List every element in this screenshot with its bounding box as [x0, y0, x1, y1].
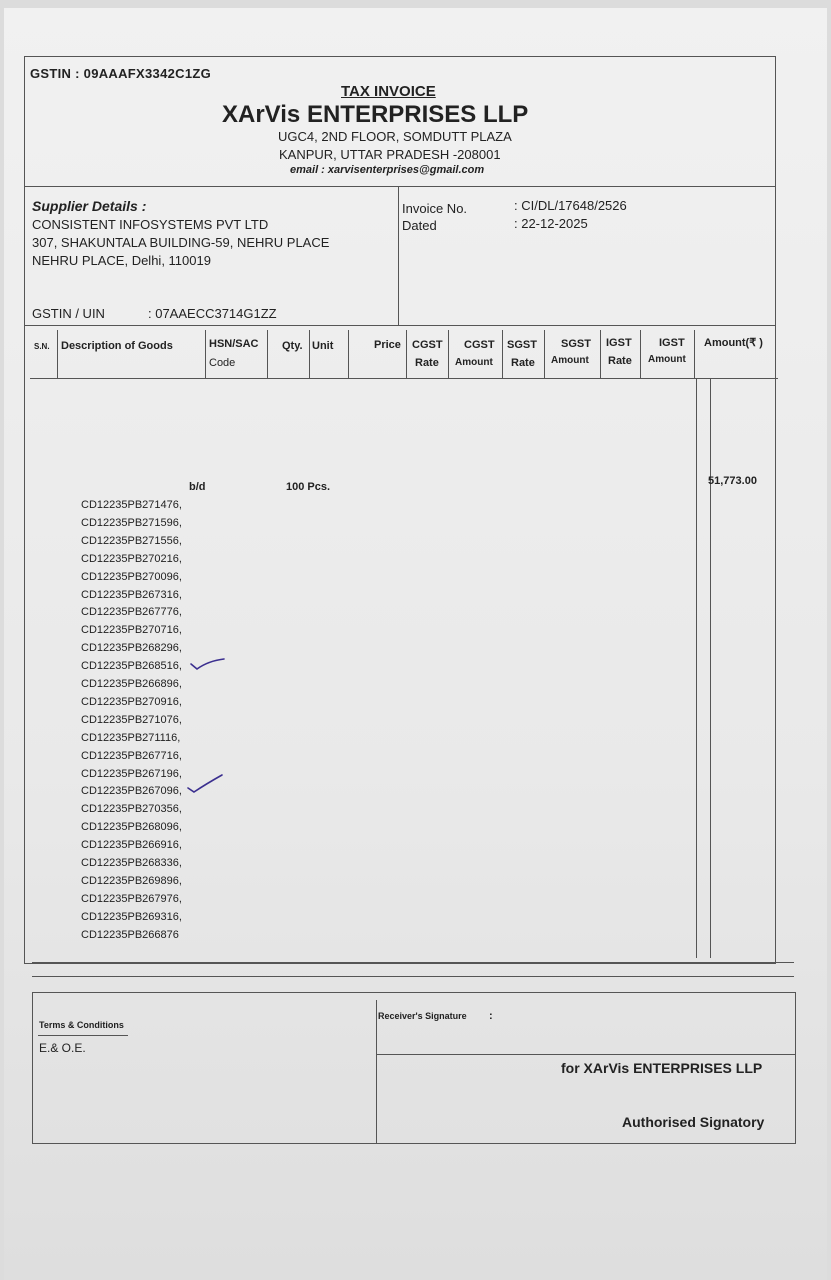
col-cgst-rate-1: CGST	[412, 339, 443, 351]
serial-number-item: CD12235PB268296,	[81, 642, 182, 655]
receiver-divider	[376, 1054, 796, 1055]
col-sn: S.N.	[34, 342, 50, 351]
serial-number-item: CD12235PB267316,	[81, 588, 182, 601]
col-div-qty	[309, 330, 310, 378]
col-igst-amt-1: IGST	[659, 337, 685, 349]
serial-number-item: CD12235PB269316,	[81, 910, 182, 923]
serial-number-item: CD12235PB268096,	[81, 821, 182, 834]
col-cgst-amt-1: CGST	[464, 339, 495, 351]
col-div-sn	[57, 330, 58, 378]
serial-number-item: CD12235PB266876	[81, 928, 179, 941]
serial-number-item: CD12235PB267096,	[81, 785, 182, 798]
serial-number-item: CD12235PB267776,	[81, 606, 182, 619]
receiver-signature-colon: :	[489, 1010, 493, 1022]
col-sgst-rate-1: SGST	[507, 339, 537, 351]
invoice-date-value: : 22-12-2025	[514, 216, 588, 231]
invoice-no-value: : CI/DL/17648/2526	[514, 198, 627, 213]
serial-number-item: CD12235PB269896,	[81, 874, 182, 887]
col-div-hsn	[267, 330, 268, 378]
serial-number-item: CD12235PB271596,	[81, 516, 182, 529]
col-hsn-2: Code	[209, 357, 236, 369]
col-div-unit	[348, 330, 349, 378]
terms-label: Terms & Conditions	[39, 1020, 124, 1030]
col-description: Description of Goods	[61, 340, 173, 352]
line-amount: 51,773.00	[708, 475, 757, 487]
col-cgst-rate-2: Rate	[415, 357, 439, 369]
supplier-address-1: 307, SHAKUNTALA BUILDING-59, NEHRU PLACE	[32, 235, 330, 250]
line-quantity: 100 Pcs.	[286, 481, 331, 493]
company-gstin: GSTIN : 09AAAFX3342C1ZG	[30, 66, 212, 81]
terms-underline	[38, 1035, 128, 1036]
gstin-row-divider	[24, 325, 776, 326]
footer-divider	[376, 1000, 377, 1144]
serial-number-item: CD12235PB268336,	[81, 857, 182, 869]
col-sgst-amt-2: Amount	[551, 355, 589, 366]
terms-value: E.& O.E.	[39, 1041, 86, 1055]
for-company: for XArVis ENTERPRISES LLP	[561, 1060, 763, 1076]
serial-number-item: CD12235PB270216,	[81, 552, 182, 565]
col-hsn-1: HSN/SAC	[209, 338, 259, 350]
col-div-sgst-rate	[544, 330, 545, 378]
supplier-heading: Supplier Details :	[32, 198, 147, 214]
invoice-no-label: Invoice No.	[402, 201, 468, 216]
col-igst-rate-2: Rate	[608, 355, 632, 367]
col-div-cgst-amt	[502, 330, 503, 378]
serial-number-item: CD12235PB270356,	[81, 803, 182, 816]
amount-column-right	[710, 378, 711, 958]
col-div-cgst-rate	[448, 330, 449, 378]
company-address-2: KANPUR, UTTAR PRADESH -208001	[279, 147, 501, 162]
amount-column-divider	[696, 378, 697, 958]
company-email: email : xarvisenterprises@gmail.com	[290, 164, 485, 176]
col-sgst-amt-1: SGST	[561, 338, 591, 350]
supplier-gstin-label: GSTIN / UIN	[32, 306, 105, 321]
col-div-igst-rate	[640, 330, 641, 378]
col-div-sgst-amt	[600, 330, 601, 378]
col-qty: Qty.	[282, 340, 303, 352]
col-div-price	[406, 330, 407, 378]
serial-number-item: CD12235PB270916,	[81, 695, 182, 708]
serial-number-item: CD12235PB266916,	[81, 839, 182, 852]
authorised-signatory: Authorised Signatory	[622, 1114, 765, 1130]
col-igst-amt-2: Amount	[648, 354, 686, 365]
col-unit: Unit	[312, 340, 334, 352]
receiver-signature-label: Receiver's Signature	[378, 1011, 467, 1021]
serial-number-item: CD12235PB270096,	[81, 570, 182, 583]
serial-number-item: CD12235PB267976,	[81, 892, 182, 905]
col-cgst-amt-2: Amount	[455, 357, 493, 368]
col-div-igst-amt	[694, 330, 695, 378]
invoice-date-label: Dated	[402, 218, 437, 233]
header-divider	[24, 186, 776, 187]
serial-number-item: CD12235PB270716,	[81, 624, 182, 637]
serial-number-item: CD12235PB271476,	[81, 499, 182, 511]
supplier-invoice-divider	[398, 186, 399, 326]
serial-number-item: CD12235PB268516,	[81, 660, 182, 673]
serial-number-item: CD12235PB271076,	[81, 713, 182, 726]
document-title: TAX INVOICE	[341, 83, 436, 100]
tick-mark-icon	[188, 655, 228, 675]
supplier-address-2: NEHRU PLACE, Delhi, 110019	[32, 253, 211, 268]
tick-mark-icon	[186, 772, 226, 796]
serial-number-item: CD12235PB267716,	[81, 749, 182, 762]
col-price: Price	[374, 339, 401, 351]
company-name: XArVis ENTERPRISES LLP	[222, 101, 529, 128]
col-sgst-rate-2: Rate	[511, 357, 535, 369]
supplier-gstin-value: : 07AAECC3714G1ZZ	[148, 306, 277, 321]
line-description: b/d	[189, 481, 206, 493]
col-div-desc	[205, 330, 206, 378]
col-amount: Amount(₹ )	[704, 337, 763, 349]
serial-number-item: CD12235PB267196,	[81, 767, 182, 780]
col-igst-rate-1: IGST	[606, 337, 632, 349]
total-row-top	[32, 962, 794, 963]
total-row-bottom	[32, 976, 794, 977]
serial-number-item: CD12235PB271556,	[81, 534, 182, 547]
serial-number-item: CD12235PB271116,	[81, 731, 181, 744]
supplier-name: CONSISTENT INFOSYSTEMS PVT LTD	[32, 217, 269, 232]
company-address-1: UGC4, 2ND FLOOR, SOMDUTT PLAZA	[278, 129, 512, 144]
column-header-divider	[30, 378, 778, 379]
serial-number-item: CD12235PB266896,	[81, 678, 182, 690]
